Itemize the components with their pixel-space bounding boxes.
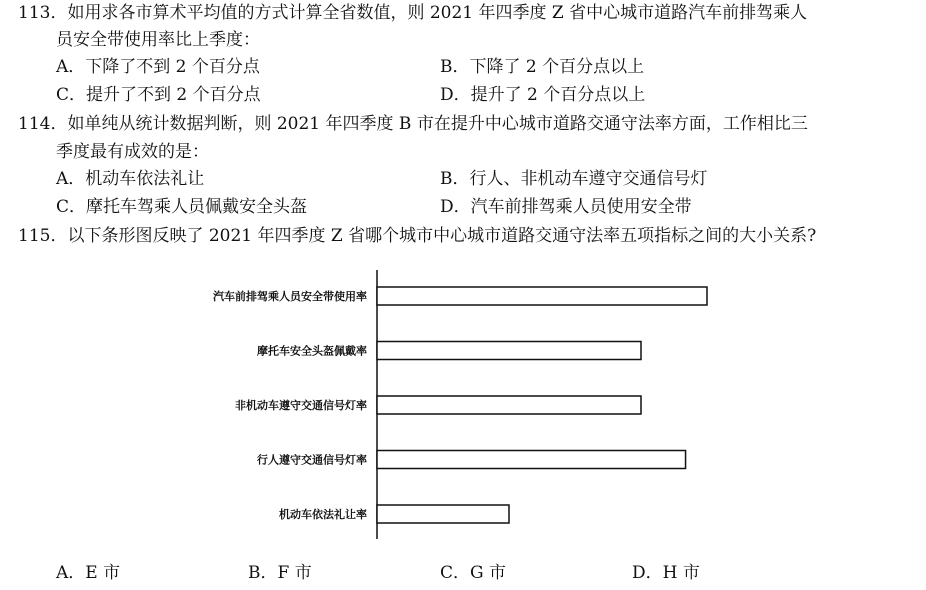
category-label-1: 摩托车安全头盔佩戴率 — [257, 344, 367, 358]
bar-4 — [377, 505, 509, 523]
q115-option-c: C．G 市 — [440, 563, 506, 583]
bar-2 — [377, 396, 641, 414]
q114-stem-line1: 114．如单纯从统计数据判断，则 2021 年四季度 B 市在提升中心城市道路交通守法率方面，工作相比三 — [18, 114, 808, 134]
q114-option-c: C．摩托车驾乘人员佩戴安全头盔 — [56, 197, 308, 217]
bar-0 — [377, 287, 707, 305]
q113-option-c: C．提升了不到 2 个百分点 — [56, 85, 261, 105]
q113-stem-line2: 员安全带使用率比上季度： — [56, 30, 260, 50]
q115-option-d: D．H 市 — [632, 563, 700, 583]
q114-option-b: B．行人、非机动车遵守交通信号灯 — [440, 169, 708, 189]
category-label-3: 行人遵守交通信号灯率 — [257, 453, 367, 467]
q115-stem: 115．以下条形图反映了 2021 年四季度 Z 省哪个城市中心城市道路交通守法率五项指标之间的大小关系? — [18, 226, 817, 246]
bar-chart — [0, 262, 926, 552]
q113-option-a: A．下降了不到 2 个百分点 — [56, 57, 260, 77]
q113-stem-line1: 113．如用求各市算术平均值的方式计算全省数值，则 2021 年四季度 Z 省中心城市道路汽车前排驾乘人 — [18, 3, 808, 23]
q113-option-d: D．提升了 2 个百分点以上 — [440, 85, 646, 105]
category-label-2: 非机动车遵守交通信号灯率 — [235, 399, 367, 412]
bar-3 — [377, 451, 686, 469]
q113-option-b: B．下降了 2 个百分点以上 — [440, 57, 645, 77]
q115-option-a: A．E 市 — [56, 563, 121, 583]
category-label-4: 机动车依法礼让率 — [279, 508, 367, 521]
q115-option-b: B．F 市 — [248, 563, 312, 583]
q114-option-a: A．机动车依法礼让 — [56, 169, 205, 189]
bar-1 — [377, 342, 641, 360]
category-label-0: 汽车前排驾乘人员安全带使用率 — [213, 290, 367, 303]
q114-stem-line2: 季度最有成效的是： — [56, 142, 209, 162]
q114-option-d: D．汽车前排驾乘人员使用安全带 — [440, 197, 692, 217]
